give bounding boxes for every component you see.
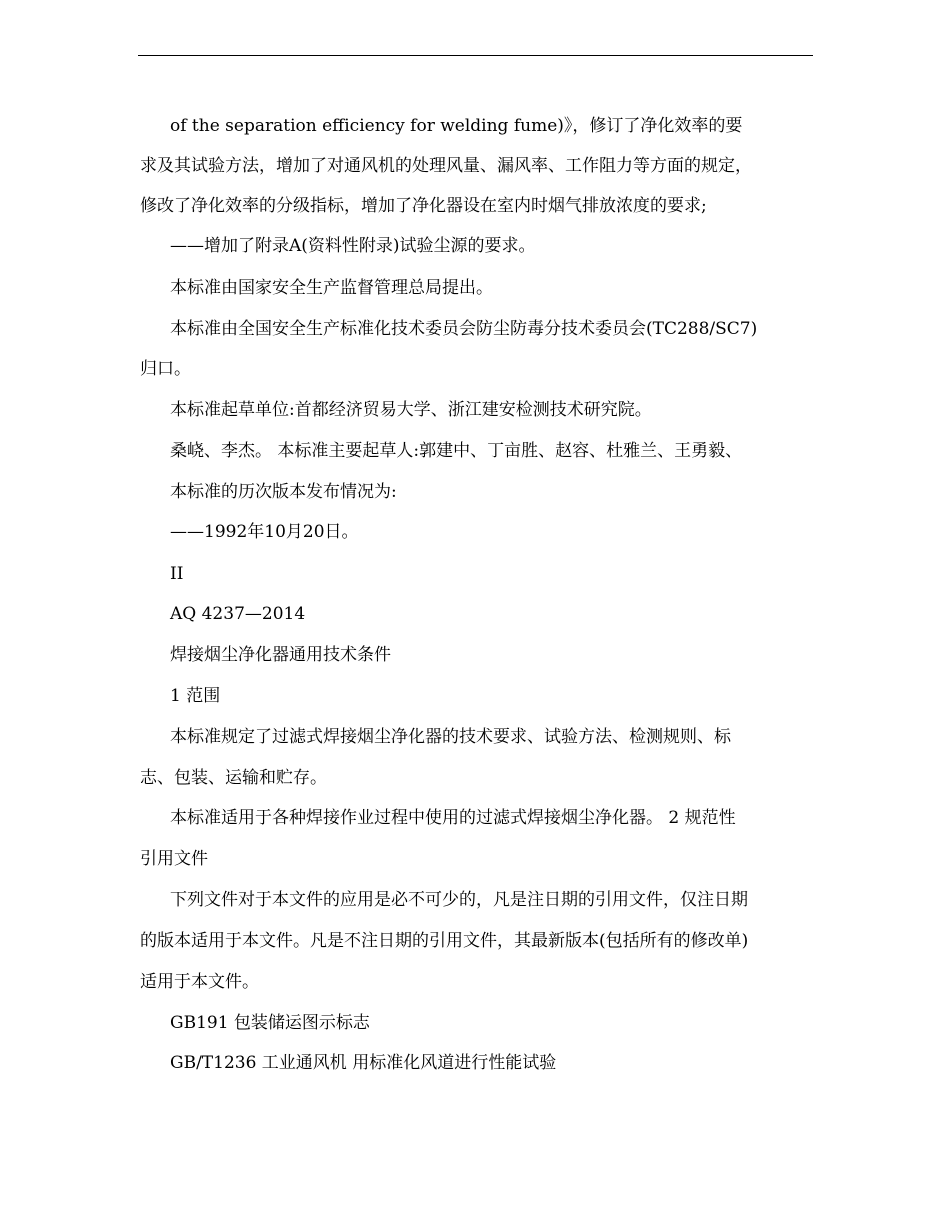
text-line: 桑峣、李杰。 本标准主要起草人:郭建中、丁亩胜、赵容、杜雅兰、王勇毅、 [170,441,743,461]
page-number: II [170,564,184,584]
document-title: 焊接烟尘净化器通用技术条件 [170,645,391,665]
text-line: 修改了净化效率的分级指标，增加了净化器设在室内时烟气排放浓度的要求; [140,196,707,216]
text-line: 本标准由国家安全生产监督管理总局提出。 [170,278,493,298]
text-line: 本标准起草单位:首都经济贸易大学、浙江建安检测技术研究院。 [170,400,652,420]
text-line: 本标准的历次版本发布情况为: [170,482,397,502]
text-line: 求及其试验方法，增加了对通风机的处理风量、漏风率、工作阻力等方面的规定， [140,156,752,176]
text-line: 下列文件对于本文件的应用是必不可少的，凡是注日期的引用文件，仅注日期 [170,890,748,910]
reference-item: GB191 包装储运图示标志 [170,1013,370,1033]
text-line: 的版本适用于本文件。凡是不注日期的引用文件，其最新版本(包括所有的修改单) [140,931,749,951]
text-line: 本标准适用于各种焊接作业过程中使用的过滤式焊接烟尘净化器。 2 规范性 [170,808,736,828]
text-line: 适用于本文件。 [140,972,259,992]
header-rule [138,55,813,56]
text-line: of the separation efficiency for welding fume)》，修订了净化效率的要 [170,116,743,136]
section-heading: 1 范围 [170,686,221,706]
standard-code: AQ 4237—2014 [170,604,306,624]
reference-item: GB/T1236 工业通风机 用标准化风道进行性能试验 [170,1053,557,1073]
text-line: ——1992年10月20日。 [170,522,359,542]
text-line: 引用文件 [140,849,208,869]
text-line: 志、包装、运输和贮存。 [140,768,327,788]
text-line: 本标准规定了过滤式焊接烟尘净化器的技术要求、试验方法、检测规则、标 [170,727,731,747]
text-line: 归口。 [140,359,191,379]
text-line: ——增加了附录A(资料性附录)试验尘源的要求。 [170,236,536,256]
text-line: 本标准由全国安全生产标准化技术委员会防尘防毒分技术委员会(TC288/SC7) [170,319,758,339]
